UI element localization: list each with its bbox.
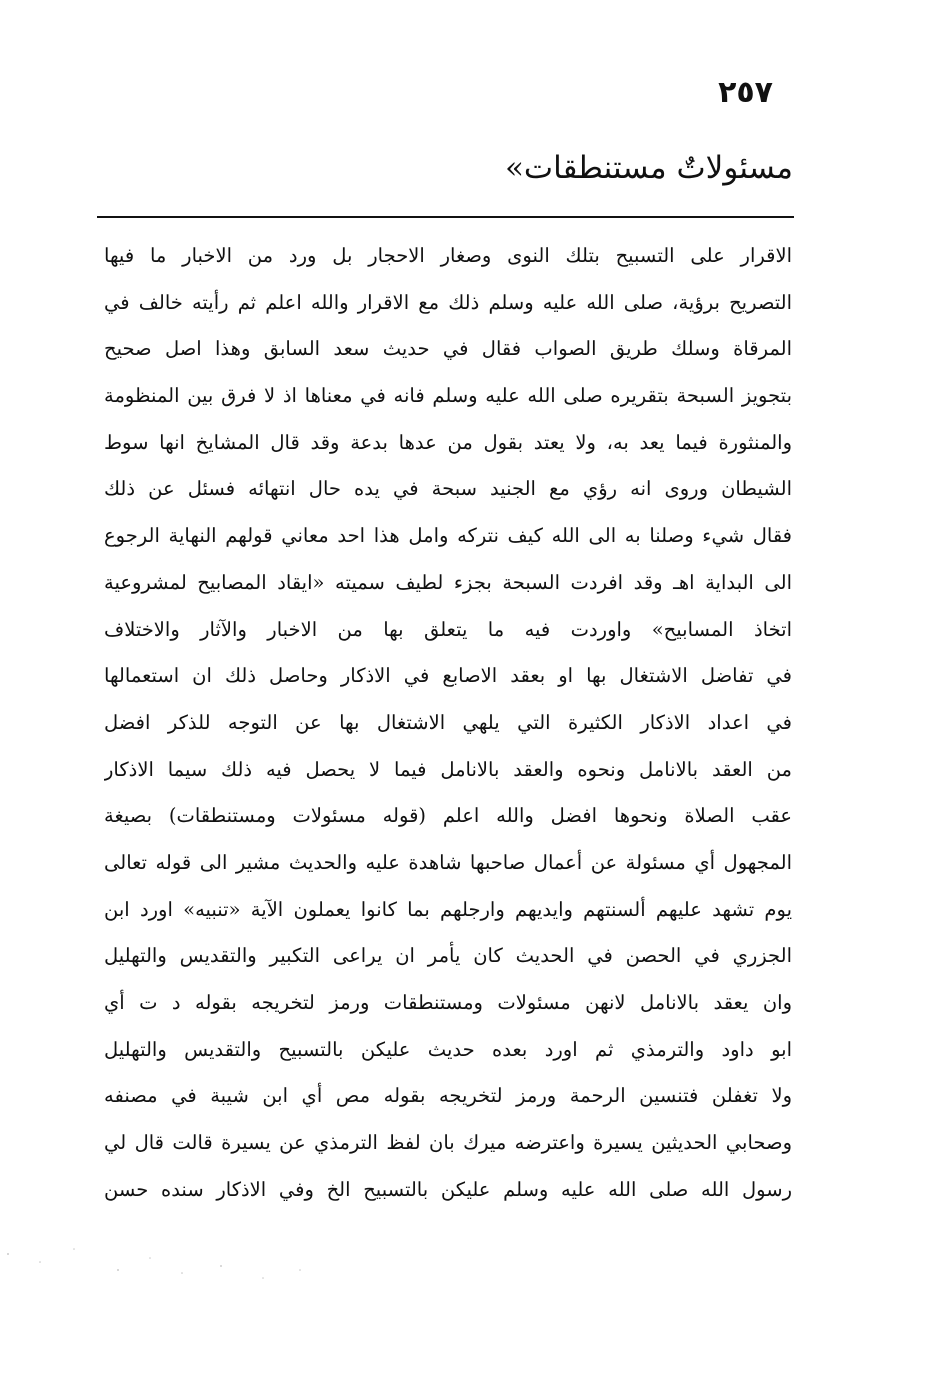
text-line: رسول الله صلى الله عليه وسلم عليكن بالتسبيح الخ وفي الاذكار سنده حسن — [104, 1177, 792, 1201]
text-line: الجزري في الحصن في الحديث كان يأمر ان يراعى التكبير والتقديس والتهليل — [104, 944, 792, 968]
text-line: من العقد بالانامل ونحوه والعقد بالانامل فيما لا يحصل فيه ذلك سيما الاذكار — [104, 757, 792, 781]
text-line: والمنثورة فيما يعد به، ولا يعتد بقول من عدها بدعة وقد قال المشايخ انها سوط — [104, 430, 792, 454]
text-line: يوم تشهد عليهم ألسنتهم وايديهم وارجلهم بما كانوا يعملون الآية «تنبيه» اورد ابن — [104, 897, 792, 921]
text-line: في اعداد الاذكار الكثيرة التي يلهي الاشتغال بها عن التوجه للذكر افضل — [104, 710, 792, 734]
text-line: الشيطان وروى انه رؤي مع الجنيد سبحة في يده حال انتهائه فسئل عن ذلك — [104, 477, 792, 501]
text-line: اتخاذ المسابيح» واوردت فيه ما يتعلق بها من الاخبار والآثار والاختلاف — [104, 617, 792, 641]
text-line: المجهول أي مسئولة عن أعمال صاحبها شاهدة عليه والحديث مشير الى قوله تعالى — [104, 850, 792, 874]
text-line: الاقرار على التسبيح بتلك النوى وصغار الاحجار بل ورد من الاخبار ما فيها — [104, 244, 792, 267]
text-line: وان يعقد بالانامل لانهن مسئولات ومستنطقات ورمز لتخريجه بقوله د ت أي — [104, 991, 792, 1014]
text-line: التصريح برؤية، صلى الله عليه وسلم ذلك مع الاقرار والله اعلم ثم رأيته خالف في — [104, 290, 792, 314]
text-line: فقال شيء وصلنا به الى الله كيف نتركه وامل هذا احد معاني قولهم النهاية الرجوع — [104, 524, 792, 548]
text-line: ابو داود والترمذي ثم اورد بعده حديث عليكن بالتسبيح والتقديس والتهليل — [104, 1037, 792, 1061]
header-rule — [97, 216, 794, 218]
page-number: ٢٥٧ — [718, 75, 773, 110]
text-line: الى البداية اهـ وقد افردت السبحة بجزء لطيف سميته «ايقاد المصابيح لمشروعية — [104, 570, 792, 594]
text-line: ولا تغفلن فتنسين الرحمة ورمز لتخريجه بقوله مص أي ابن شيبة في مصنفه — [104, 1084, 792, 1108]
text-line: المرقاة وسلك طريق الصواب فقال في حديث سعد السابق وهذا اصل صحيح — [104, 337, 792, 361]
running-head: مسئولاتٌ مستنطقات» — [504, 150, 793, 186]
text-line: وصحابي الحديثين يسيرة واعترضه ميرك بان لفظ الترمذي عن يسيرة قالت قال لي — [104, 1131, 792, 1155]
text-line: عقب الصلاة ونحوها افضل والله اعلم (قوله مسئولات ومستنطقات) بصيغة — [104, 804, 792, 828]
body-text — [104, 233, 792, 1213]
text-line: في تفاضل الاشتغال بها او بعقد الاصابع في الاذكار وحاصل ذلك ان استعمالها — [104, 664, 792, 688]
scan-specks — [0, 1240, 945, 1300]
text-line: بتجويز السبحة بتقريره صلى الله عليه وسلم فانه في معناها اذ لا فرق بين المنظومة — [104, 384, 792, 408]
